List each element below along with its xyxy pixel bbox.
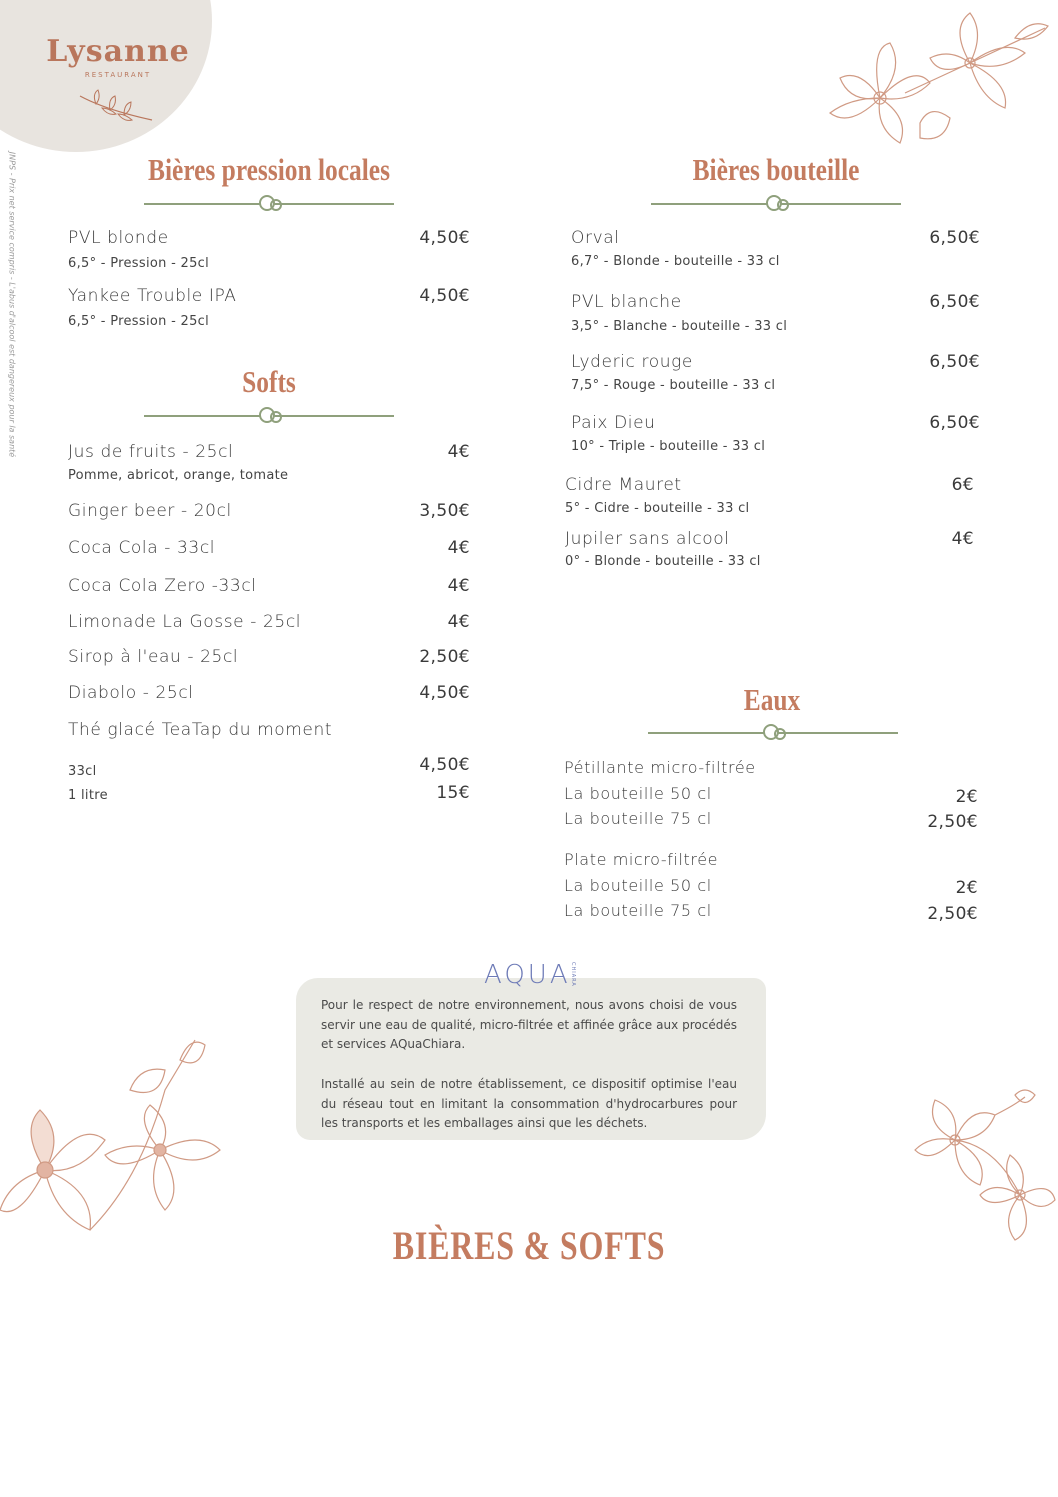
leaf-sprig-icon (76, 88, 156, 128)
flower-decoration-bottom-left-icon (0, 1030, 230, 1250)
tea-size-price: 4,50€ (419, 755, 470, 775)
water-group-name: Pétillante micro-filtrée (564, 758, 756, 777)
menu-item-detail: 7,5° - Rouge - bouteille - 33 cl (571, 378, 776, 393)
menu-item-price: 4,50€ (419, 683, 470, 703)
aqua-logo: AQUA (484, 960, 571, 990)
menu-item-price: 4,50€ (419, 286, 470, 306)
brand-name: Lysanne (46, 34, 190, 69)
menu-item-name: Orval (571, 228, 620, 248)
page-title: BIÈRES & SOFTS (392, 1223, 666, 1268)
menu-item-price: 4€ (447, 442, 470, 462)
menu-item-price: 2,50€ (419, 647, 470, 667)
menu-item-price: 6,50€ (929, 292, 980, 312)
menu-item-detail: 5° - Cidre - bouteille - 33 cl (565, 501, 750, 516)
menu-item-name: Coca Cola Zero -33cl (68, 576, 257, 596)
section-divider (144, 405, 394, 427)
water-row-label: La bouteille 50 cl (564, 876, 712, 895)
section-divider (648, 722, 898, 744)
menu-item-name: Yankee Trouble IPA (68, 286, 237, 306)
menu-item-price: 4€ (447, 576, 470, 596)
menu-item-detail: 10° - Triple - bouteille - 33 cl (571, 439, 766, 454)
menu-item-detail: 6,5° - Pression - 25cl (68, 314, 210, 329)
water-row-price: 2€ (955, 787, 978, 807)
menu-item-name: PVL blanche (571, 292, 682, 312)
aqua-logo-sub: CHIARA (570, 962, 576, 987)
menu-item-price: 4€ (447, 538, 470, 558)
menu-item-price: 4,50€ (419, 228, 470, 248)
menu-item-name: Thé glacé TeaTap du moment (68, 720, 333, 740)
section-divider (651, 193, 901, 215)
water-row-label: La bouteille 50 cl (564, 784, 712, 803)
water-row-price: 2,50€ (927, 812, 978, 832)
menu-item-detail: 0° - Blonde - bouteille - 33 cl (565, 554, 761, 569)
menu-item-detail: 3,5° - Blanche - bouteille - 33 cl (571, 319, 788, 334)
menu-item-price: 6,50€ (929, 352, 980, 372)
menu-item-name: Paix Dieu (571, 413, 656, 433)
menu-item-price: 4€ (447, 612, 470, 632)
section-divider (144, 193, 394, 215)
section-title-softs: Softs (242, 364, 296, 399)
menu-item-price: 4€ (951, 529, 974, 549)
brand-subtitle: RESTAURANT (84, 71, 152, 79)
menu-item-price: 6€ (951, 475, 974, 495)
water-row-label: La bouteille 75 cl (564, 809, 712, 828)
menu-item-detail: 6,7° - Blonde - bouteille - 33 cl (571, 254, 780, 269)
menu-item-detail: 6,5° - Pression - 25cl (68, 256, 210, 271)
menu-item-name: Sirop à l'eau - 25cl (68, 647, 239, 667)
legal-note: JNPS - Prix net service compris - L'abus d'alcool est dangereux pour la santé (7, 151, 17, 458)
water-row-label: La bouteille 75 cl (564, 901, 712, 920)
menu-item-name: Limonade La Gosse - 25cl (68, 612, 302, 632)
menu-item-detail: Pomme, abricot, orange, tomate (68, 468, 289, 483)
section-title-pression: Bières pression locales (148, 152, 390, 187)
menu-item-name: Jupiler sans alcool (565, 529, 730, 549)
water-group-name: Plate micro-filtrée (564, 850, 719, 869)
tea-size-label: 1 litre (68, 788, 108, 803)
flower-decoration-top-right-icon (820, 8, 1055, 158)
menu-item-name: Coca Cola - 33cl (68, 538, 216, 558)
menu-item-name: Diabolo - 25cl (68, 683, 194, 703)
tea-size-price: 15€ (436, 783, 470, 803)
aqua-paragraph: Installé au sein de notre établissement, ce dispositif optimise l'eau du réseau tout en limitant la consommation d'hydrocarbures pour les transports et les emballages ainsi que les déchets. (321, 1077, 737, 1130)
menu-item-name: Jus de fruits - 25cl (68, 442, 234, 462)
menu-item-price: 6,50€ (929, 413, 980, 433)
flower-decoration-bottom-right-icon (915, 1085, 1055, 1245)
tea-size-label: 33cl (68, 764, 97, 779)
menu-item-name: Cidre Mauret (565, 475, 682, 495)
water-row-price: 2,50€ (927, 904, 978, 924)
water-row-price: 2€ (955, 878, 978, 898)
menu-item-price: 6,50€ (929, 228, 980, 248)
menu-item-name: Lyderic rouge (571, 352, 693, 372)
menu-item-name: Ginger beer - 20cl (68, 501, 232, 521)
menu-item-price: 3,50€ (419, 501, 470, 521)
section-title-eaux: Eaux (743, 682, 801, 717)
section-title-bouteille: Bières bouteille (692, 152, 860, 187)
menu-item-name: PVL blonde (68, 228, 169, 248)
aqua-paragraph: Pour le respect de notre environnement, nous avons choisi de vous servir une eau de qualité, micro-filtrée et affinée grâce aux procédés et services AQuaChiara. (321, 998, 737, 1051)
